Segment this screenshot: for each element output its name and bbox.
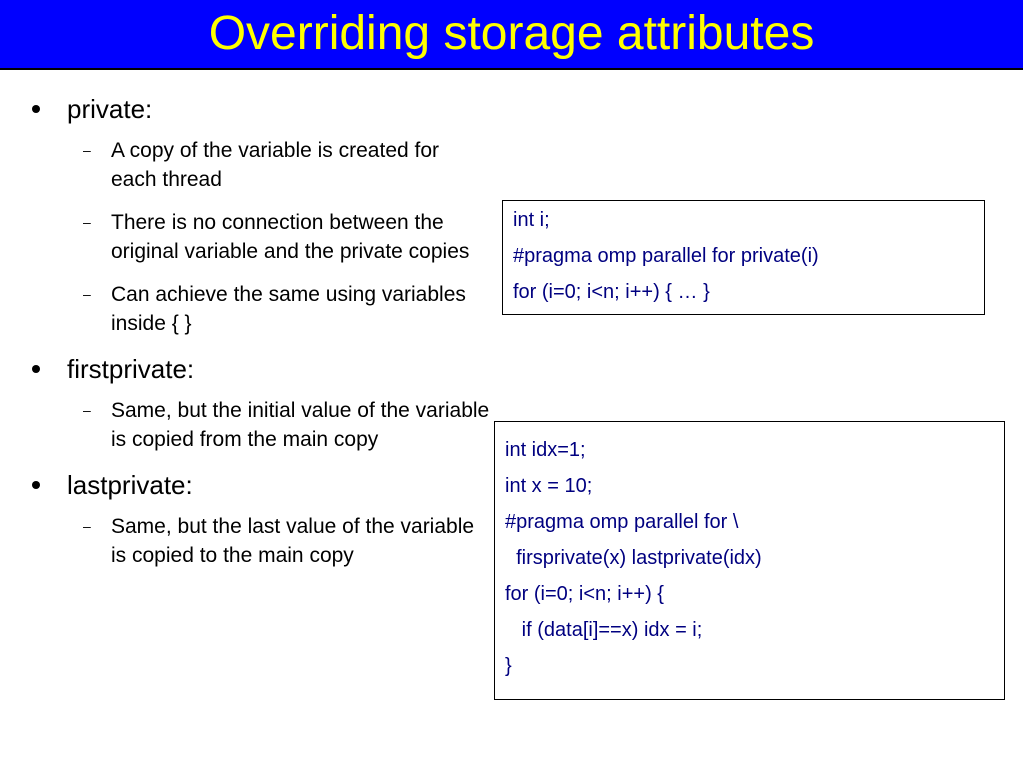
sub-bullets-lastprivate	[30, 512, 490, 570]
sub-bullet-text: Same, but the initial value of the variable is copied from the main copy	[111, 399, 490, 451]
dash-icon: –	[83, 142, 91, 158]
bullet-dot-icon	[32, 365, 40, 373]
bullet-dot-icon	[32, 481, 40, 489]
bullet-list	[30, 92, 490, 584]
sub-bullets-firstprivate	[30, 396, 490, 454]
dash-icon: –	[83, 518, 91, 534]
slide-title-bar	[0, 0, 1023, 70]
sub-bullet	[30, 208, 490, 266]
bullet-label: private:	[67, 94, 153, 124]
sub-bullet-text: Same, but the last value of the variable is copied to the main copy	[111, 515, 475, 567]
bullet-lastprivate	[30, 468, 490, 502]
sub-bullet-text: A copy of the variable is created for each thread	[111, 139, 440, 191]
sub-bullet	[30, 512, 490, 570]
code-line: if (data[i]==x) idx = i;	[505, 619, 703, 641]
bullet-label: firstprivate:	[67, 354, 195, 384]
code-line: for (i=0; i<n; i++) {	[505, 583, 664, 605]
bullet-dot-icon	[32, 105, 40, 113]
sub-bullet-text: There is no connection between the original variable and the private copies	[111, 211, 470, 263]
code-line: int idx=1;	[505, 439, 586, 461]
sub-bullets-private	[30, 136, 490, 338]
code-line: firsprivate(x) lastprivate(idx)	[505, 547, 762, 569]
dash-icon: –	[83, 402, 91, 418]
sub-bullet	[30, 280, 490, 338]
code-box-private	[502, 200, 985, 315]
code-line: for (i=0; i<n; i++) { … }	[513, 281, 710, 303]
sub-bullet	[30, 396, 490, 454]
slide-title: Overriding storage attributes	[208, 7, 815, 60]
bullet-firstprivate	[30, 352, 490, 386]
code-box-first-last-private	[494, 421, 1005, 700]
bullet-label: lastprivate:	[67, 470, 193, 500]
dash-icon: –	[83, 286, 91, 302]
code-line: }	[505, 655, 512, 677]
sub-bullet-text: Can achieve the same using variables inside { }	[111, 283, 466, 335]
code-line: int x = 10;	[505, 475, 593, 497]
code-line: #pragma omp parallel for private(i)	[513, 245, 819, 267]
bullet-private	[30, 92, 490, 126]
code-line: int i;	[513, 209, 550, 231]
sub-bullet	[30, 136, 490, 194]
code-line: #pragma omp parallel for \	[505, 511, 739, 533]
dash-icon: –	[83, 214, 91, 230]
